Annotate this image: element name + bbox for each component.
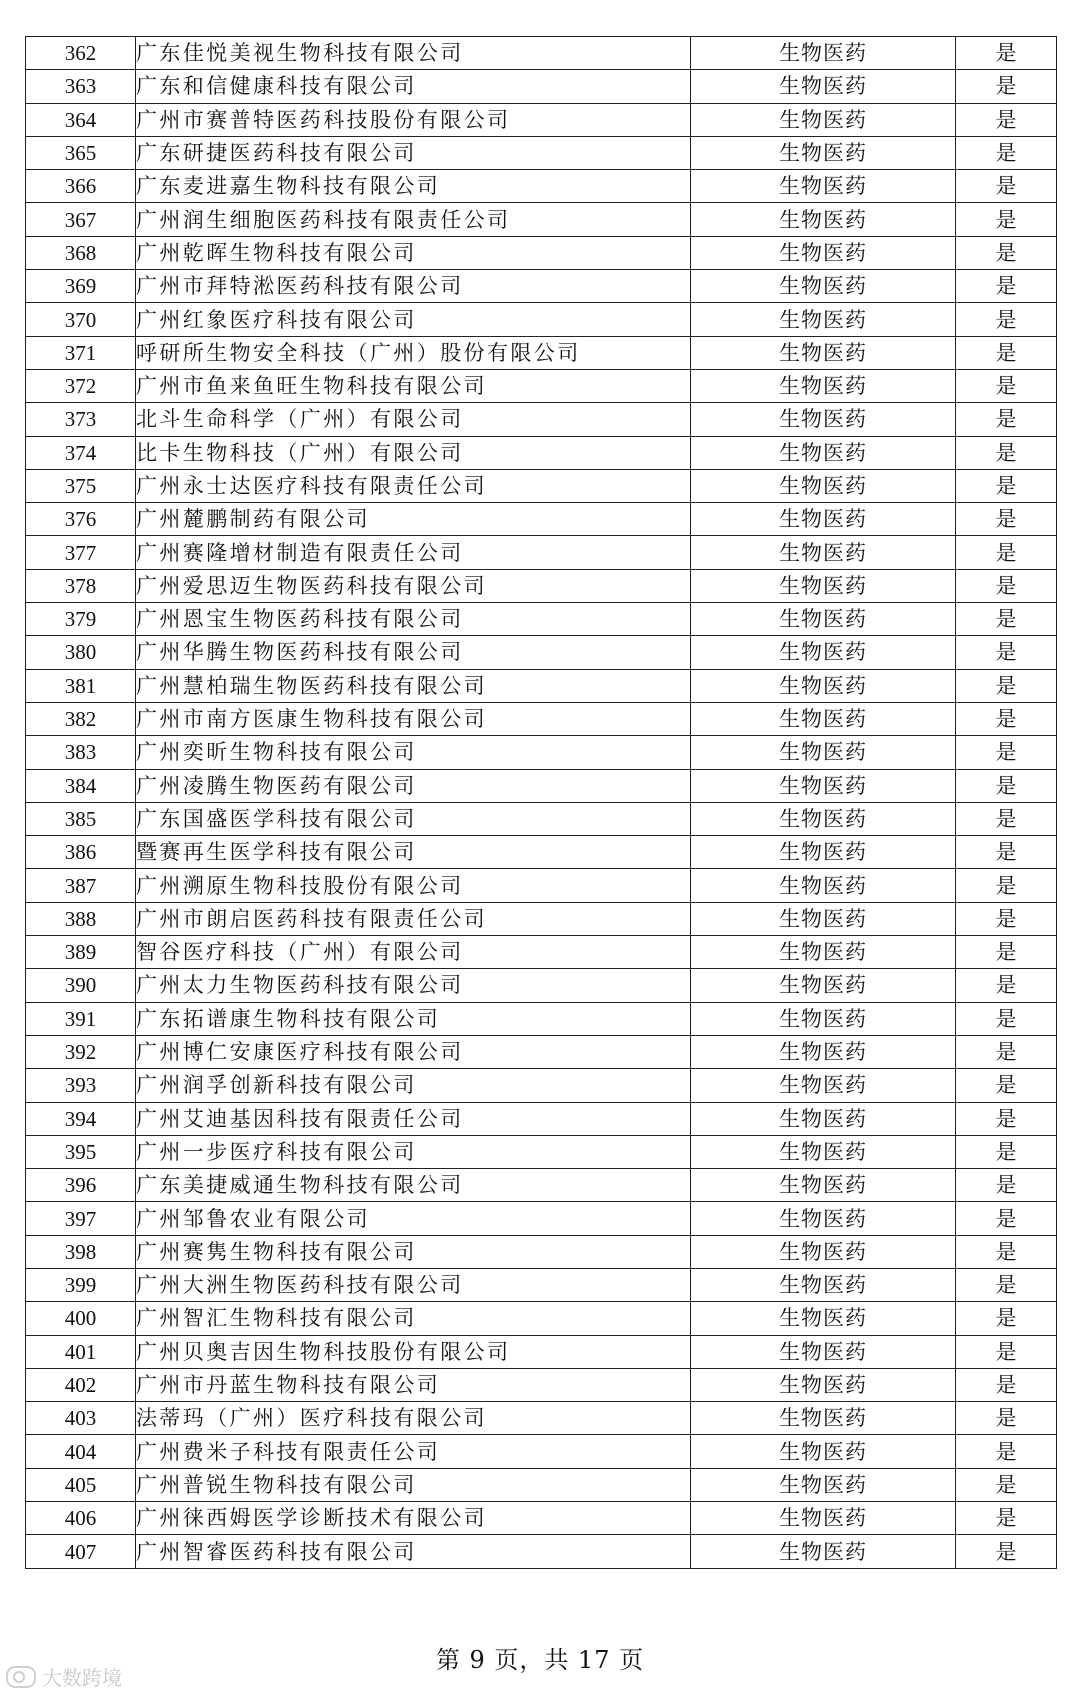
industry-field: 生物医药	[691, 569, 956, 602]
company-name: 广州大洲生物医药科技有限公司	[136, 1268, 691, 1301]
table-row	[26, 936, 1057, 969]
company-name: 广州邹鲁农业有限公司	[136, 1202, 691, 1235]
industry-field: 生物医药	[691, 37, 956, 70]
table-row	[26, 836, 1057, 869]
company-name: 暨赛再生医学科技有限公司	[136, 836, 691, 869]
table-row	[26, 270, 1057, 303]
row-number: 379	[26, 603, 136, 636]
row-number: 369	[26, 270, 136, 303]
table-row	[26, 1102, 1057, 1135]
table-row	[26, 636, 1057, 669]
company-name: 广东和信健康科技有限公司	[136, 70, 691, 103]
row-number: 372	[26, 369, 136, 402]
row-number: 397	[26, 1202, 136, 1235]
watermark	[6, 1662, 122, 1691]
company-name: 广东美捷威通生物科技有限公司	[136, 1169, 691, 1202]
industry-field: 生物医药	[691, 1069, 956, 1102]
status-flag: 是	[956, 736, 1057, 769]
table-row	[26, 103, 1057, 136]
company-name: 广州市赛普特医药科技股份有限公司	[136, 103, 691, 136]
status-flag: 是	[956, 103, 1057, 136]
status-flag: 是	[956, 1169, 1057, 1202]
status-flag: 是	[956, 536, 1057, 569]
status-flag: 是	[956, 136, 1057, 169]
row-number: 407	[26, 1535, 136, 1568]
row-number: 402	[26, 1368, 136, 1401]
company-name: 广州乾晖生物科技有限公司	[136, 236, 691, 269]
company-name: 广州艾迪基因科技有限责任公司	[136, 1102, 691, 1135]
status-flag: 是	[956, 802, 1057, 835]
table-row	[26, 469, 1057, 502]
industry-field: 生物医药	[691, 403, 956, 436]
row-number: 405	[26, 1468, 136, 1501]
company-name: 广东麦进嘉生物科技有限公司	[136, 170, 691, 203]
industry-field: 生物医药	[691, 1035, 956, 1068]
table-row	[26, 1202, 1057, 1235]
row-number: 393	[26, 1069, 136, 1102]
company-name: 广州智睿医药科技有限公司	[136, 1535, 691, 1568]
status-flag: 是	[956, 1002, 1057, 1035]
industry-field: 生物医药	[691, 136, 956, 169]
row-number: 375	[26, 469, 136, 502]
row-number: 398	[26, 1235, 136, 1268]
company-name: 广州慧柏瑞生物医药科技有限公司	[136, 669, 691, 702]
status-flag: 是	[956, 503, 1057, 536]
status-flag: 是	[956, 369, 1057, 402]
row-number: 383	[26, 736, 136, 769]
table-row	[26, 702, 1057, 735]
table-row	[26, 1468, 1057, 1501]
table-row	[26, 1069, 1057, 1102]
table-row	[26, 902, 1057, 935]
status-flag: 是	[956, 1535, 1057, 1568]
industry-field: 生物医药	[691, 1535, 956, 1568]
table-row	[26, 569, 1057, 602]
company-name: 广州赛隽生物科技有限公司	[136, 1235, 691, 1268]
table-row	[26, 802, 1057, 835]
status-flag: 是	[956, 769, 1057, 802]
company-name: 广州市鱼来鱼旺生物科技有限公司	[136, 369, 691, 402]
status-flag: 是	[956, 1502, 1057, 1535]
status-flag: 是	[956, 1135, 1057, 1168]
table-row	[26, 336, 1057, 369]
status-flag: 是	[956, 869, 1057, 902]
table-row	[26, 603, 1057, 636]
industry-field: 生物医药	[691, 1169, 956, 1202]
industry-field: 生物医药	[691, 536, 956, 569]
table-row	[26, 869, 1057, 902]
company-name: 广州麓鹏制药有限公司	[136, 503, 691, 536]
company-table-body	[26, 37, 1057, 1569]
row-number: 385	[26, 802, 136, 835]
row-number: 390	[26, 969, 136, 1002]
company-name: 广州普锐生物科技有限公司	[136, 1468, 691, 1501]
table-row	[26, 1002, 1057, 1035]
status-flag: 是	[956, 37, 1057, 70]
company-name: 广州赛隆增材制造有限责任公司	[136, 536, 691, 569]
industry-field: 生物医药	[691, 1468, 956, 1501]
table-row	[26, 203, 1057, 236]
company-name: 广州市朗启医药科技有限责任公司	[136, 902, 691, 935]
status-flag: 是	[956, 1268, 1057, 1301]
row-number: 381	[26, 669, 136, 702]
industry-field: 生物医药	[691, 236, 956, 269]
industry-field: 生物医药	[691, 603, 956, 636]
status-flag: 是	[956, 702, 1057, 735]
table-row	[26, 369, 1057, 402]
company-name: 广州润孚创新科技有限公司	[136, 1069, 691, 1102]
table-row	[26, 536, 1057, 569]
row-number: 368	[26, 236, 136, 269]
status-flag: 是	[956, 170, 1057, 203]
row-number: 396	[26, 1169, 136, 1202]
row-number: 367	[26, 203, 136, 236]
status-flag: 是	[956, 1102, 1057, 1135]
company-name: 广州凌腾生物医药有限公司	[136, 769, 691, 802]
company-name: 北斗生命科学（广州）有限公司	[136, 403, 691, 436]
status-flag: 是	[956, 1235, 1057, 1268]
table-row	[26, 1402, 1057, 1435]
industry-field: 生物医药	[691, 1268, 956, 1301]
industry-field: 生物医药	[691, 303, 956, 336]
company-name: 广东国盛医学科技有限公司	[136, 802, 691, 835]
industry-field: 生物医药	[691, 70, 956, 103]
industry-field: 生物医药	[691, 969, 956, 1002]
company-name: 广东研捷医药科技有限公司	[136, 136, 691, 169]
industry-field: 生物医药	[691, 1435, 956, 1468]
company-name: 广州博仁安康医疗科技有限公司	[136, 1035, 691, 1068]
table-row	[26, 70, 1057, 103]
row-number: 386	[26, 836, 136, 869]
industry-field: 生物医药	[691, 1402, 956, 1435]
industry-field: 生物医药	[691, 1002, 956, 1035]
row-number: 370	[26, 303, 136, 336]
industry-field: 生物医药	[691, 336, 956, 369]
row-number: 404	[26, 1435, 136, 1468]
industry-field: 生物医药	[691, 936, 956, 969]
row-number: 400	[26, 1302, 136, 1335]
row-number: 394	[26, 1102, 136, 1135]
table-row	[26, 736, 1057, 769]
company-name: 广州市拜特淞医药科技有限公司	[136, 270, 691, 303]
industry-field: 生物医药	[691, 669, 956, 702]
watermark-text: 大数跨境	[42, 1666, 122, 1690]
table-row	[26, 1502, 1057, 1535]
company-name: 广州市南方医康生物科技有限公司	[136, 702, 691, 735]
status-flag: 是	[956, 603, 1057, 636]
company-table	[25, 36, 1057, 1569]
industry-field: 生物医药	[691, 1102, 956, 1135]
status-flag: 是	[956, 303, 1057, 336]
table-row	[26, 1135, 1057, 1168]
row-number: 374	[26, 436, 136, 469]
table-row	[26, 1302, 1057, 1335]
row-number: 371	[26, 336, 136, 369]
row-number: 384	[26, 769, 136, 802]
row-number: 403	[26, 1402, 136, 1435]
table-row	[26, 969, 1057, 1002]
status-flag: 是	[956, 669, 1057, 702]
status-flag: 是	[956, 1435, 1057, 1468]
company-name: 广州市丹蓝生物科技有限公司	[136, 1368, 691, 1401]
industry-field: 生物医药	[691, 170, 956, 203]
row-number: 388	[26, 902, 136, 935]
industry-field: 生物医药	[691, 869, 956, 902]
industry-field: 生物医药	[691, 503, 956, 536]
company-name: 比卡生物科技（广州）有限公司	[136, 436, 691, 469]
status-flag: 是	[956, 70, 1057, 103]
company-name: 呼研所生物安全科技（广州）股份有限公司	[136, 336, 691, 369]
status-flag: 是	[956, 1302, 1057, 1335]
industry-field: 生物医药	[691, 469, 956, 502]
status-flag: 是	[956, 902, 1057, 935]
company-name: 广州太力生物医药科技有限公司	[136, 969, 691, 1002]
industry-field: 生物医药	[691, 1202, 956, 1235]
industry-field: 生物医药	[691, 902, 956, 935]
watermark-logo-icon	[6, 1666, 36, 1688]
industry-field: 生物医药	[691, 802, 956, 835]
industry-field: 生物医药	[691, 702, 956, 735]
company-name: 广州费米子科技有限责任公司	[136, 1435, 691, 1468]
status-flag: 是	[956, 936, 1057, 969]
company-name: 广州奕昕生物科技有限公司	[136, 736, 691, 769]
industry-field: 生物医药	[691, 769, 956, 802]
company-name: 广州华腾生物医药科技有限公司	[136, 636, 691, 669]
status-flag: 是	[956, 1402, 1057, 1435]
company-name: 法蒂玛（广州）医疗科技有限公司	[136, 1402, 691, 1435]
table-row	[26, 769, 1057, 802]
industry-field: 生物医药	[691, 270, 956, 303]
industry-field: 生物医药	[691, 636, 956, 669]
status-flag: 是	[956, 203, 1057, 236]
row-number: 399	[26, 1268, 136, 1301]
status-flag: 是	[956, 1368, 1057, 1401]
status-flag: 是	[956, 836, 1057, 869]
industry-field: 生物医药	[691, 203, 956, 236]
industry-field: 生物医药	[691, 369, 956, 402]
industry-field: 生物医药	[691, 1235, 956, 1268]
table-row	[26, 1335, 1057, 1368]
row-number: 406	[26, 1502, 136, 1535]
company-name: 广州一步医疗科技有限公司	[136, 1135, 691, 1168]
row-number: 377	[26, 536, 136, 569]
status-flag: 是	[956, 403, 1057, 436]
row-number: 378	[26, 569, 136, 602]
table-row	[26, 1268, 1057, 1301]
company-name: 广州贝奥吉因生物科技股份有限公司	[136, 1335, 691, 1368]
industry-field: 生物医药	[691, 1368, 956, 1401]
table-row	[26, 403, 1057, 436]
status-flag: 是	[956, 336, 1057, 369]
industry-field: 生物医药	[691, 103, 956, 136]
industry-field: 生物医药	[691, 436, 956, 469]
company-name: 广州红象医疗科技有限公司	[136, 303, 691, 336]
table-row	[26, 37, 1057, 70]
company-name: 广东佳悦美视生物科技有限公司	[136, 37, 691, 70]
status-flag: 是	[956, 1069, 1057, 1102]
row-number: 373	[26, 403, 136, 436]
status-flag: 是	[956, 236, 1057, 269]
table-row	[26, 1435, 1057, 1468]
row-number: 363	[26, 70, 136, 103]
company-name: 广州智汇生物科技有限公司	[136, 1302, 691, 1335]
row-number: 376	[26, 503, 136, 536]
company-name: 广州润生细胞医药科技有限责任公司	[136, 203, 691, 236]
status-flag: 是	[956, 436, 1057, 469]
row-number: 389	[26, 936, 136, 969]
company-name: 广州溯原生物科技股份有限公司	[136, 869, 691, 902]
status-flag: 是	[956, 636, 1057, 669]
row-number: 365	[26, 136, 136, 169]
industry-field: 生物医药	[691, 1302, 956, 1335]
table-row	[26, 1368, 1057, 1401]
company-name: 广州徕西姆医学诊断技术有限公司	[136, 1502, 691, 1535]
table-row	[26, 1535, 1057, 1568]
table-row	[26, 1169, 1057, 1202]
company-name: 广州爱思迈生物医药科技有限公司	[136, 569, 691, 602]
row-number: 380	[26, 636, 136, 669]
table-row	[26, 303, 1057, 336]
row-number: 392	[26, 1035, 136, 1068]
table-row	[26, 503, 1057, 536]
status-flag: 是	[956, 469, 1057, 502]
industry-field: 生物医药	[691, 836, 956, 869]
row-number: 391	[26, 1002, 136, 1035]
table-row	[26, 436, 1057, 469]
page-number: 第 9 页，共 17 页	[435, 1646, 645, 1674]
row-number: 364	[26, 103, 136, 136]
company-name: 广州永士达医疗科技有限责任公司	[136, 469, 691, 502]
industry-field: 生物医药	[691, 1135, 956, 1168]
row-number: 395	[26, 1135, 136, 1168]
table-row	[26, 669, 1057, 702]
status-flag: 是	[956, 1335, 1057, 1368]
industry-field: 生物医药	[691, 736, 956, 769]
row-number: 382	[26, 702, 136, 735]
industry-field: 生物医药	[691, 1335, 956, 1368]
status-flag: 是	[956, 1035, 1057, 1068]
row-number: 401	[26, 1335, 136, 1368]
company-name: 广州恩宝生物医药科技有限公司	[136, 603, 691, 636]
row-number: 387	[26, 869, 136, 902]
company-name: 智谷医疗科技（广州）有限公司	[136, 936, 691, 969]
status-flag: 是	[956, 1202, 1057, 1235]
row-number: 366	[26, 170, 136, 203]
table-row	[26, 170, 1057, 203]
table-row	[26, 1035, 1057, 1068]
table-row	[26, 136, 1057, 169]
status-flag: 是	[956, 969, 1057, 1002]
table-row	[26, 236, 1057, 269]
status-flag: 是	[956, 569, 1057, 602]
status-flag: 是	[956, 1468, 1057, 1501]
row-number: 362	[26, 37, 136, 70]
company-name: 广东拓谱康生物科技有限公司	[136, 1002, 691, 1035]
table-row	[26, 1235, 1057, 1268]
status-flag: 是	[956, 270, 1057, 303]
industry-field: 生物医药	[691, 1502, 956, 1535]
